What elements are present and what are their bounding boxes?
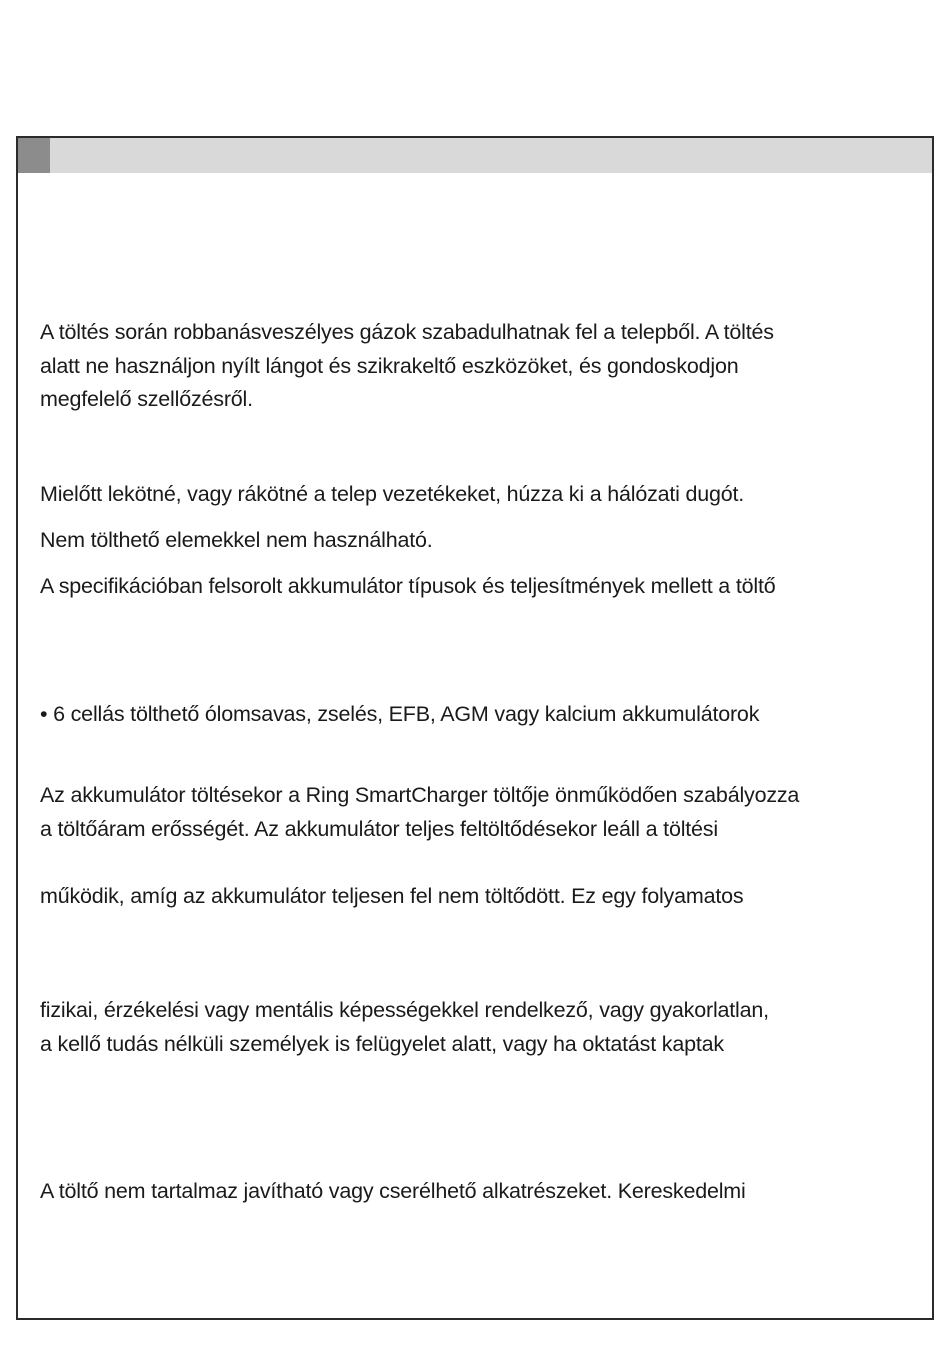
paragraph-no-serviceable-parts: A töltő nem tartalmaz javítható vagy cserélhető alkatrészeket. Kereskedelmi [40,1179,746,1203]
list-item-battery-types: • 6 cellás tölthető ólomsavas, zselés, EFB, AGM vagy kalcium akkumulátorok [40,702,760,726]
header-accent-block [18,138,50,173]
paragraph-unplug-warning: Mielőtt lekötné, vagy rákötné a telep vezetékeket, húzza ki a hálózati dugót. [40,482,745,506]
paragraph-supervision: fizikai, érzékelési vagy mentális képességekkel rendelkező, vagy gyakorlatlan, a kellő tudás nélküli személyek is felügyelet alatt, vagy ha oktatást kaptak [40,998,769,1056]
page-frame [16,136,934,1320]
paragraph-specification: A specifikációban felsorolt akkumulátor típusok és teljesítmények mellett a töltő [40,574,776,598]
paragraph-charging-regulation: Az akkumulátor töltésekor a Ring SmartCharger töltője önműködően szabályozza a töltőáram erősségét. Az akkumulátor teljes feltöltődésekor leáll a töltési [40,783,800,841]
paragraph-continuous-operation: működik, amíg az akkumulátor teljesen fel nem töltődött. Ez egy folyamatos [40,884,744,908]
section-header-bar [18,138,932,173]
paragraph-gas-warning: A töltés során robbanásveszélyes gázok szabadulhatnak fel a telepből. A töltés alatt ne használjon nyílt lángot és szikrakeltő eszközöket, és gondoskodjon megfelelő szellőzésről. [40,320,774,411]
paragraph-non-rechargeable: Nem tölthető elemekkel nem használható. [40,528,433,552]
